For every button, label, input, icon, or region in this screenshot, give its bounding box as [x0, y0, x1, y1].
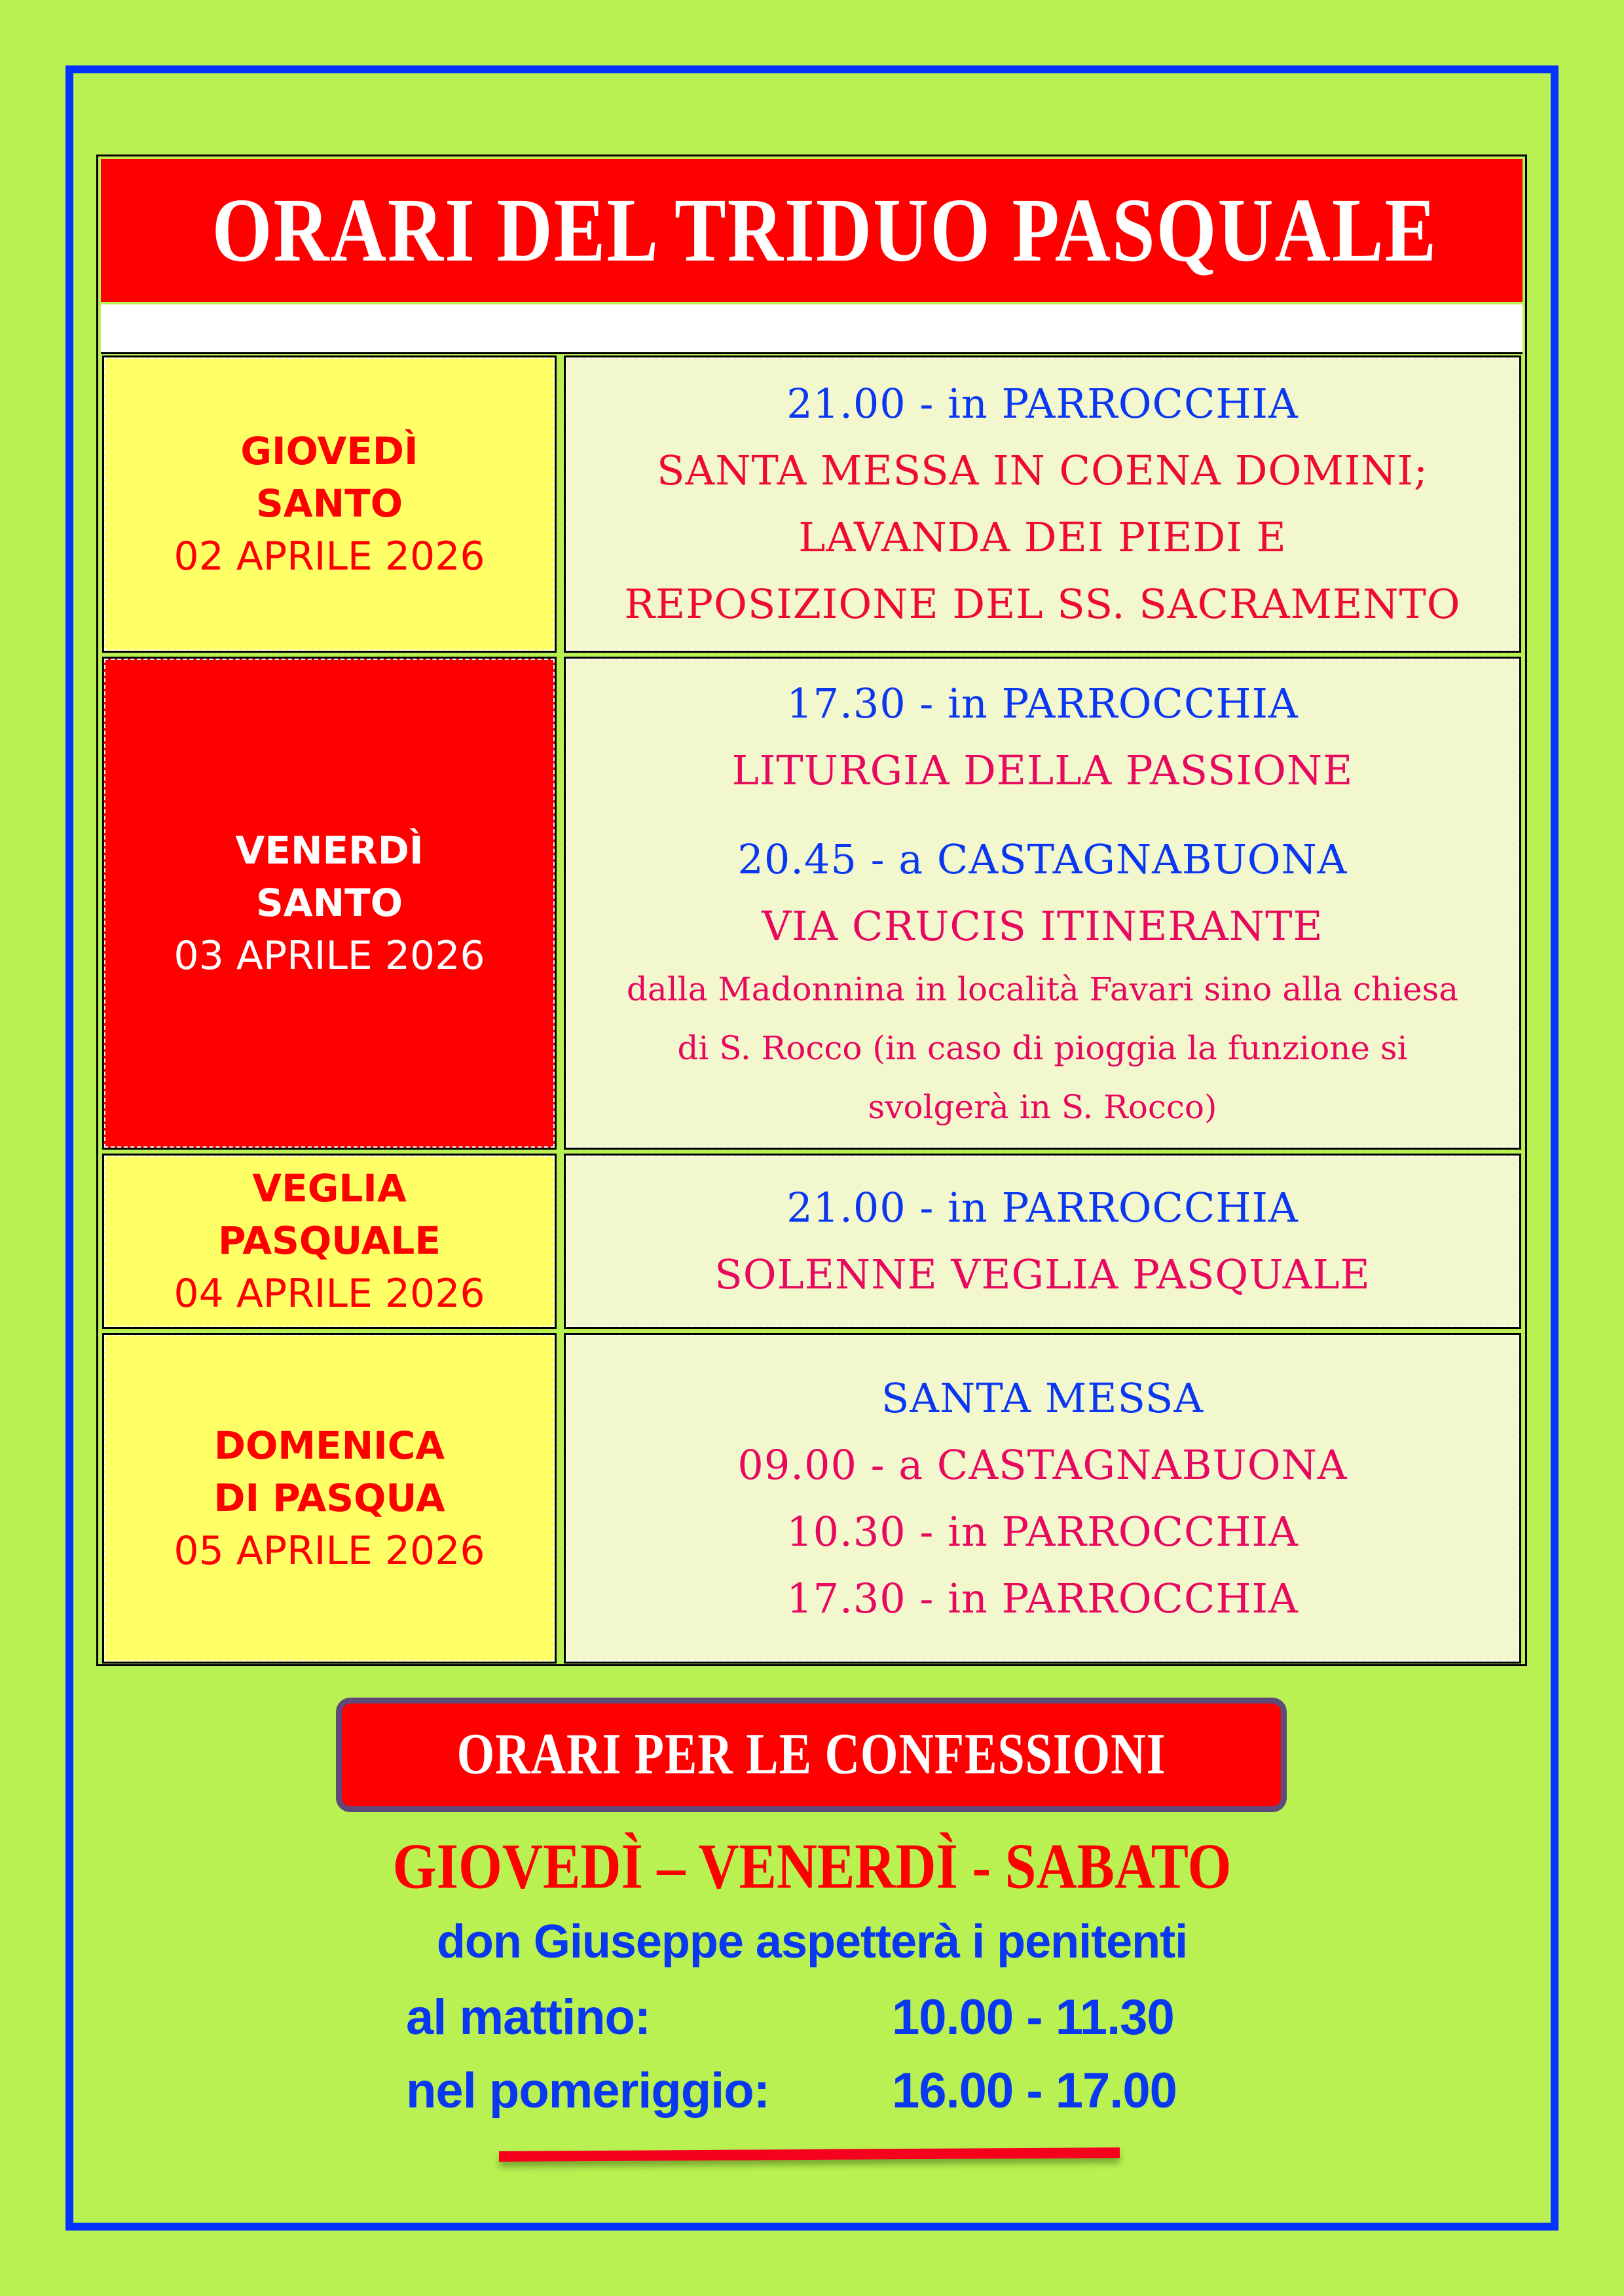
event-time: 21.00 - in PARROCCHIA — [786, 1184, 1299, 1231]
event-time: 20.45 - a CASTAGNABUONA — [737, 835, 1348, 883]
day-cell — [102, 1333, 557, 1664]
title-banner — [101, 159, 1522, 302]
event-time: 17.30 - in PARROCCHIA — [786, 679, 1299, 727]
day-name: VEGLIA — [252, 1166, 407, 1211]
event-time: 21.00 - in PARROCCHIA — [786, 380, 1299, 428]
day-name: VENERDÌ — [235, 828, 424, 873]
event-heading: SANTA MESSA — [881, 1374, 1204, 1422]
slot-label: nel pomeriggio: — [406, 2063, 769, 2119]
event-note: di S. Rocco (in caso di pioggia la funzione si — [677, 1029, 1408, 1067]
event-description: VIA CRUCIS ITINERANTE — [762, 902, 1323, 950]
event-cell — [564, 1333, 1521, 1664]
event-description: SANTA MESSA IN COENA DOMINI; — [657, 446, 1428, 494]
day-cell — [102, 657, 557, 1150]
event-note: dalla Madonnina in località Favari sino alla chiesa — [626, 970, 1459, 1008]
day-name: DI PASQUA — [213, 1475, 445, 1520]
schedule-row-venerdi-santo — [101, 657, 1522, 1150]
day-name: DOMENICA — [213, 1423, 445, 1468]
title-spacer-band — [101, 304, 1522, 354]
day-name: PASQUALE — [218, 1218, 441, 1263]
confessions-banner — [336, 1698, 1287, 1812]
day-cell — [102, 355, 557, 653]
confessions-days: GIOVEDÌ – VENERDÌ - SABATO — [392, 1829, 1232, 1903]
confessions-title: ORARI PER LE CONFESSIONI — [456, 1722, 1166, 1787]
event-description: REPOSIZIONE DEL SS. SACRAMENTO — [624, 580, 1461, 628]
schedule-row-veglia-pasquale — [101, 1154, 1522, 1329]
slot-time: 16.00 - 17.00 — [892, 2063, 1177, 2119]
slot-label: al mattino: — [406, 1990, 651, 2045]
day-cell — [102, 1154, 557, 1329]
schedule-row-giovedi-santo — [101, 355, 1522, 653]
event-cell — [564, 1154, 1521, 1329]
event-time: 17.30 - in PARROCCHIA — [786, 1574, 1299, 1622]
confessions-slot-morning — [406, 1989, 1257, 2048]
event-time: 10.30 - in PARROCCHIA — [786, 1507, 1299, 1556]
day-name: GIOVEDÌ — [240, 429, 418, 473]
day-date: 05 APRILE 2026 — [174, 1527, 485, 1574]
day-name: SANTO — [255, 880, 403, 925]
event-description: LAVANDA DEI PIEDI E — [798, 513, 1287, 561]
day-date: 02 APRILE 2026 — [174, 534, 485, 579]
schedule-row-domenica-di-pasqua — [101, 1333, 1522, 1664]
event-description: LITURGIA DELLA PASSIONE — [731, 746, 1354, 794]
confessions-note: don Giuseppe aspetterà i penitenti — [436, 1916, 1188, 1968]
event-description: SOLENNE VEGLIA PASQUALE — [714, 1250, 1371, 1298]
day-date: 03 APRILE 2026 — [174, 932, 485, 979]
event-cell — [564, 657, 1521, 1150]
event-note: svolgerà in S. Rocco) — [868, 1087, 1217, 1126]
page-title: ORARI DEL TRIDUO PASQUALE — [212, 179, 1438, 281]
event-time: 09.00 - a CASTAGNABUONA — [737, 1440, 1348, 1489]
triduum-schedule-table — [96, 155, 1527, 1666]
event-cell — [564, 355, 1521, 653]
confessions-slot-afternoon — [406, 2062, 1257, 2121]
day-name: SANTO — [255, 481, 403, 526]
slot-time: 10.00 - 11.30 — [892, 1990, 1174, 2045]
day-date: 04 APRILE 2026 — [174, 1271, 485, 1317]
